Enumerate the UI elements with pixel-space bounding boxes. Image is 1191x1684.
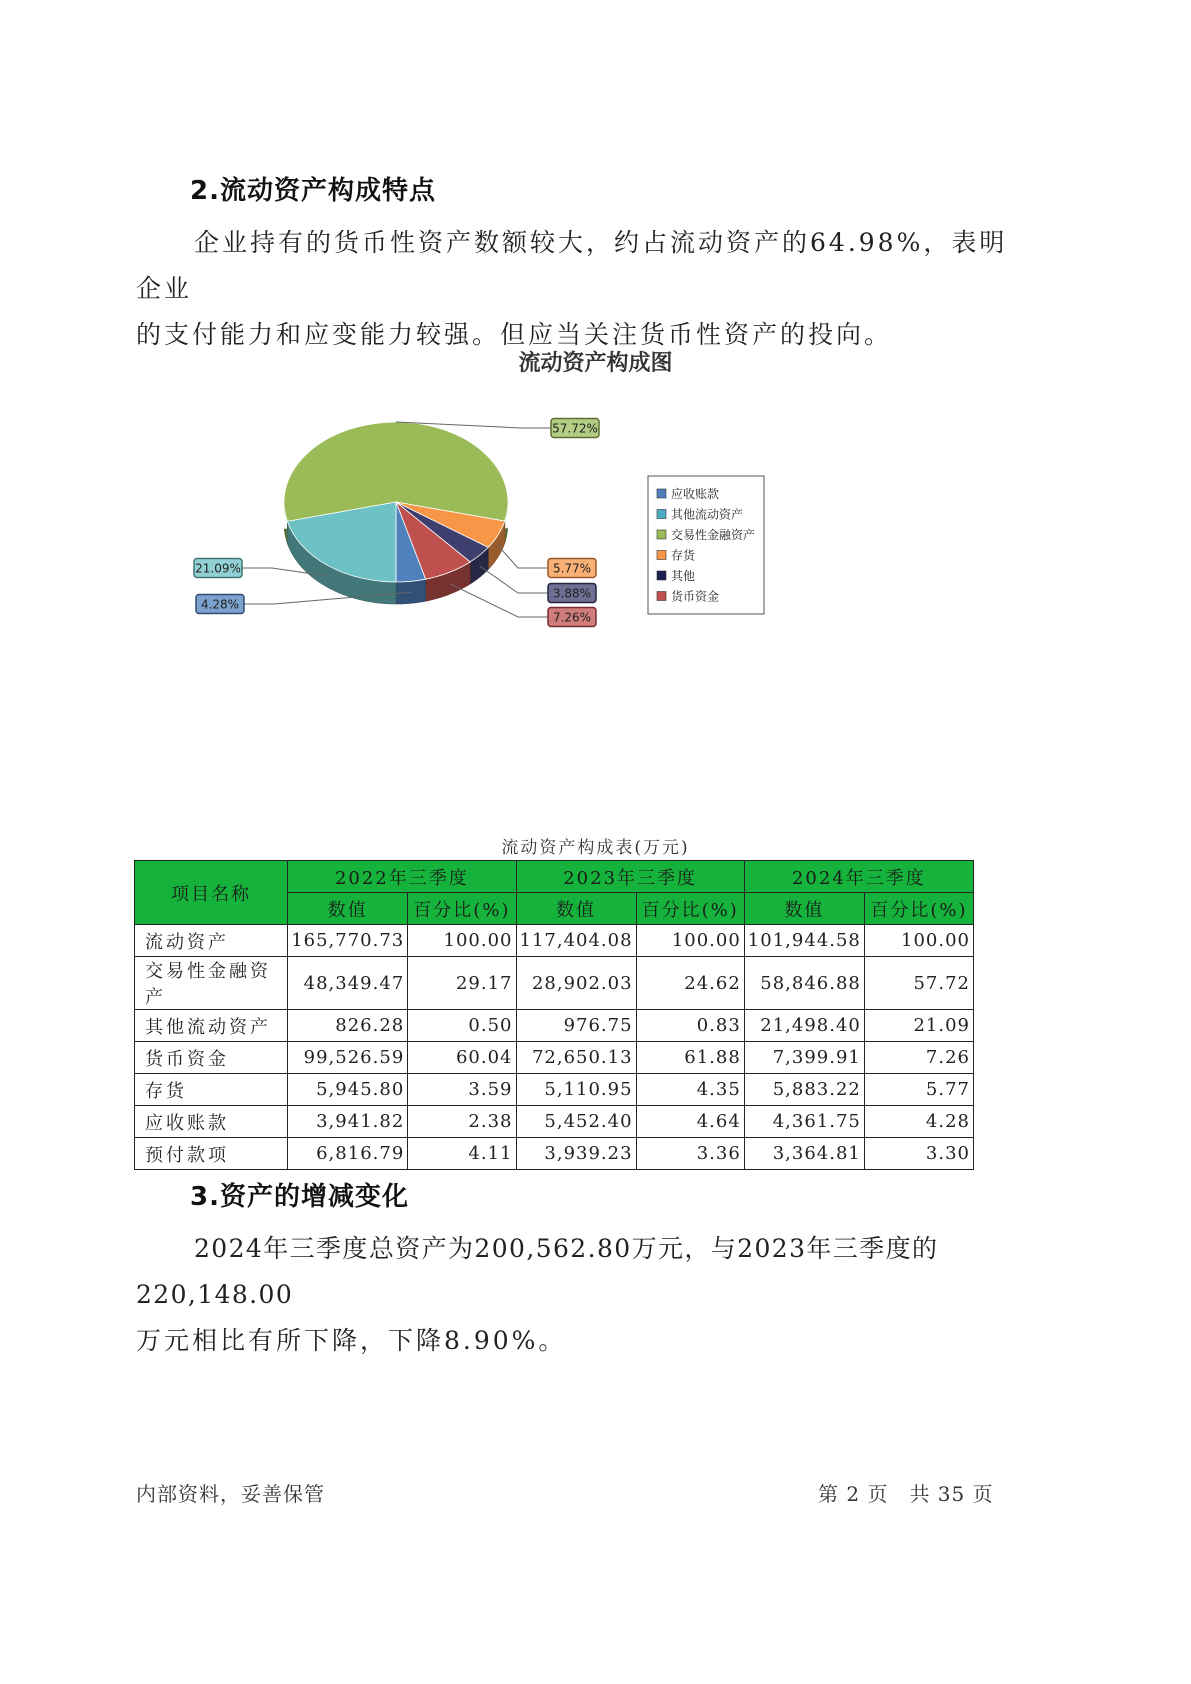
leader-line — [449, 583, 548, 617]
paragraph-line: 企业持有的货币性资产数额较大，约占流动资产的64.98%，表明企业 — [136, 228, 1008, 303]
percent-cell: 0.50 — [408, 1010, 516, 1042]
legend-swatch — [657, 510, 666, 519]
legend-label: 其他流动资产 — [671, 507, 744, 522]
table-row — [135, 1106, 974, 1138]
value-cell: 3,364.81 — [744, 1138, 864, 1170]
value-cell: 117,404.08 — [516, 925, 636, 957]
leader-line — [480, 566, 548, 593]
header-item-name: 项目名称 — [135, 861, 288, 925]
section-heading: 2.流动资产构成特点 — [190, 176, 436, 206]
value-cell: 72,650.13 — [516, 1042, 636, 1074]
footer-page-number: 第 2 页 共 35 页 — [818, 1482, 994, 1506]
value-cell: 826.28 — [288, 1010, 408, 1042]
value-cell: 165,770.73 — [288, 925, 408, 957]
percent-cell: 100.00 — [636, 925, 744, 957]
percent-cell: 100.00 — [864, 925, 973, 957]
table-row — [135, 1138, 974, 1170]
row-name: 货币资金 — [135, 1042, 288, 1074]
value-cell: 58,846.88 — [744, 957, 864, 1010]
row-name: 其他流动资产 — [135, 1010, 288, 1042]
data-label: 7.26% — [552, 610, 592, 625]
table-row — [135, 957, 974, 1010]
value-cell: 48,349.47 — [288, 957, 408, 1010]
chart-title: 流动资产构成图 — [518, 351, 673, 376]
value-cell: 5,945.80 — [288, 1074, 408, 1106]
header-percent: 百分比(%) — [408, 893, 516, 925]
table-row — [135, 925, 974, 957]
section-paragraph — [136, 1226, 1016, 1364]
percent-cell: 60.04 — [408, 1042, 516, 1074]
percent-cell: 4.35 — [636, 1074, 744, 1106]
data-label: 57.72% — [552, 421, 598, 436]
row-name: 预付款项 — [135, 1138, 288, 1170]
row-name: 存货 — [135, 1074, 288, 1106]
value-cell: 3,939.23 — [516, 1138, 636, 1170]
section-paragraph — [136, 220, 1016, 358]
percent-cell: 29.17 — [408, 957, 516, 1010]
header-value: 数值 — [516, 893, 636, 925]
table-row — [135, 1042, 974, 1074]
percent-cell: 7.26 — [864, 1042, 973, 1074]
data-label: 21.09% — [195, 561, 241, 576]
header-period: 2024年三季度 — [744, 861, 973, 893]
percent-cell: 24.62 — [636, 957, 744, 1010]
row-name: 应收账款 — [135, 1106, 288, 1138]
value-cell: 5,110.95 — [516, 1074, 636, 1106]
percent-cell: 4.64 — [636, 1106, 744, 1138]
legend-label: 存货 — [671, 548, 696, 563]
legend-label: 交易性金融资产 — [671, 528, 756, 542]
value-cell: 101,944.58 — [744, 925, 864, 957]
data-label: 4.28% — [200, 597, 240, 612]
legend-label: 其他 — [671, 569, 696, 583]
header-value: 数值 — [744, 893, 864, 925]
current-assets-table — [134, 860, 974, 1170]
percent-cell: 57.72 — [864, 957, 973, 1010]
table-row — [135, 1074, 974, 1106]
percent-cell: 4.11 — [408, 1138, 516, 1170]
value-cell: 6,816.79 — [288, 1138, 408, 1170]
value-cell: 976.75 — [516, 1010, 636, 1042]
legend-swatch — [657, 489, 666, 498]
data-label: 5.77% — [552, 561, 592, 576]
paragraph-line: 万元相比有所下降，下降8.90%。 — [136, 1326, 567, 1355]
value-cell: 3,941.82 — [288, 1106, 408, 1138]
table-caption: 流动资产构成表(万元) — [501, 838, 690, 858]
legend-swatch — [657, 551, 666, 560]
value-cell: 4,361.75 — [744, 1106, 864, 1138]
header-percent: 百分比(%) — [636, 893, 744, 925]
table-row — [135, 1010, 974, 1042]
legend-swatch — [657, 592, 666, 601]
value-cell: 99,526.59 — [288, 1042, 408, 1074]
header-percent: 百分比(%) — [864, 893, 973, 925]
leader-line — [498, 546, 548, 568]
row-name: 交易性金融资产 — [135, 957, 288, 1010]
percent-cell: 3.30 — [864, 1138, 973, 1170]
value-cell: 5,452.40 — [516, 1106, 636, 1138]
percent-cell: 61.88 — [636, 1042, 744, 1074]
value-cell: 28,902.03 — [516, 957, 636, 1010]
header-value: 数值 — [288, 893, 408, 925]
footer-confidential: 内部资料，妥善保管 — [136, 1482, 325, 1506]
value-cell: 5,883.22 — [744, 1074, 864, 1106]
pie-chart — [0, 380, 1191, 660]
header-period: 2022年三季度 — [288, 861, 516, 893]
data-label: 3.88% — [552, 586, 592, 601]
percent-cell: 4.28 — [864, 1106, 973, 1138]
header-period: 2023年三季度 — [516, 861, 744, 893]
legend-swatch — [657, 571, 666, 580]
paragraph-line: 的支付能力和应变能力较强。但应当关注货币性资产的投向。 — [136, 320, 893, 349]
row-name: 流动资产 — [135, 925, 288, 957]
percent-cell: 100.00 — [408, 925, 516, 957]
percent-cell: 21.09 — [864, 1010, 973, 1042]
paragraph-line: 2024年三季度总资产为200,562.80万元，与2023年三季度的220,148.00 — [136, 1234, 939, 1309]
pie-slice-side — [396, 579, 426, 604]
legend-swatch — [657, 530, 666, 539]
value-cell: 7,399.91 — [744, 1042, 864, 1074]
percent-cell: 2.38 — [408, 1106, 516, 1138]
legend-label: 货币资金 — [671, 589, 720, 604]
percent-cell: 3.36 — [636, 1138, 744, 1170]
section-heading: 3.资产的增减变化 — [190, 1182, 409, 1212]
percent-cell: 0.83 — [636, 1010, 744, 1042]
percent-cell: 5.77 — [864, 1074, 973, 1106]
legend-label: 应收账款 — [671, 487, 720, 501]
value-cell: 21,498.40 — [744, 1010, 864, 1042]
percent-cell: 3.59 — [408, 1074, 516, 1106]
